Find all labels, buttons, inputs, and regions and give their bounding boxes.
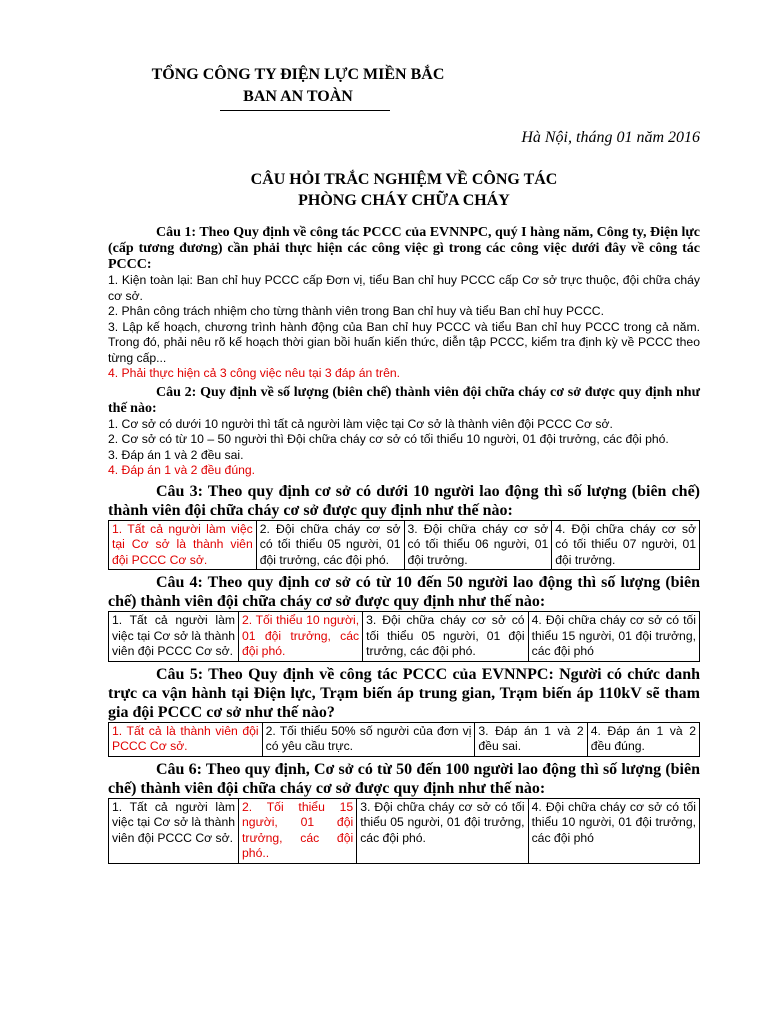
question-4-option-3: 3. Đội chữa cháy cơ sở có tối thiểu 05 người, 01 đội trưởng, các đội phó. (363, 612, 528, 662)
title-line-1: CÂU HỎI TRẮC NGHIỆM VỀ CÔNG TÁC (250, 171, 558, 188)
question-3-heading: Câu 3: Theo quy định cơ sở có dưới 10 người lao động thì số lượng (biên chế) thành viên đội chữa cháy cơ sở được quy định như thế nào: (108, 482, 700, 519)
question-1-option-2: 2. Phân công trách nhiệm cho từng thành viên trong Ban chỉ huy và tiểu Ban chỉ huy PCCC. (108, 304, 604, 318)
question-3-options-table (108, 520, 700, 571)
question-4-heading: Câu 4: Theo quy định cơ sở có từ 10 đến 50 người lao động thì số lượng (biên chế) thành viên đội chữa cháy cơ sở được quy định như thế nào: (108, 574, 700, 610)
question-5-option-2: 2. Tối thiểu 50% số người của đơn vị có yêu cầu trực. (262, 722, 475, 756)
question-1-heading: Câu 1: Theo Quy định về công tác PCCC của EVNNPC, quý I hàng năm, Công ty, Điện lực (cấp tương đương) cần phải thực hiện các công việc gì trong các công việc dưới đây về công tác PCCC: (108, 225, 700, 272)
title-line-2: PHÒNG CHÁY CHỮA CHÁY (298, 192, 510, 209)
question-2-heading: Câu 2: Quy định về số lượng (biên chế) thành viên đội chữa cháy cơ sở được quy định như thế nào: (108, 384, 700, 416)
question-6-option-1: 1. Tất cả người làm việc tại Cơ sở là thành viên đội PCCC Cơ sở. (109, 798, 239, 863)
document-page (108, 64, 700, 867)
question-2-option-3: 3. Đáp án 1 và 2 đều sai. (108, 447, 244, 462)
org-name: TỔNG CÔNG TY ĐIỆN LỰC MIỀN BẮC (151, 66, 445, 83)
question-1-option-4-answer: 4. Phải thực hiện cả 3 công việc nêu tại 3 đáp án trên. (108, 366, 401, 380)
question-2-option-4-answer: 4. Đáp án 1 và 2 đều đúng. (108, 463, 256, 477)
question-3-option-1-answer: 1. Tất cả người làm việc tại Cơ sở là thành viên đội PCCC Cơ sở. (109, 520, 257, 570)
question-6-heading: Câu 6: Theo quy định, Cơ sở có từ 50 đến 100 người lao động thì số lượng (biên chế) thành viên đội chữa cháy cơ sở được quy định như thế nào: (108, 760, 700, 797)
question-6-options-table (108, 798, 700, 864)
question-2-option-1: 1. Cơ sở có dưới 10 người thì tất cả người làm việc tại Cơ sở là thành viên đội PCCC Cơ sở. (108, 416, 613, 431)
question-1-option-3: 3. Lập kế hoạch, chương trình hành động của Ban chỉ huy PCCC và tiểu Ban chỉ huy PCCC trong cả năm. Trong đó, phải nêu rõ kế hoạch thời gian bồi huấn kiến thức, diễn tập PCCC, kiểm tra định kỳ về PCCC theo từng cấp... (108, 319, 700, 365)
question-3-option-4: 4. Đội chữa cháy cơ sở có tối thiểu 07 người, 01 đội trưởng. (552, 520, 700, 570)
organization-header (108, 64, 488, 111)
question-5-heading: Câu 5: Theo Quy định về công tác PCCC của EVNNPC: Người có chức danh trực ca vận hành tại Điện lực, Trạm biến áp trung gian, Trạm biến áp 110kV sẽ tham gia đội PCCC cơ sở như thế nào? (108, 665, 700, 721)
question-3-option-2: 2. Đội chữa cháy cơ sở có tối thiểu 05 người, 01 đội trưởng, các đội phó. (256, 520, 404, 570)
question-5-option-4: 4. Đáp án 1 và 2 đều đúng. (587, 722, 699, 756)
question-6-option-2-answer: 2. Tối thiểu 15 người, 01 đội trưởng, các đội phó.. (239, 798, 357, 863)
question-4-option-1: 1. Tất cả người làm việc tại Cơ sở là thành viên đội PCCC Cơ sở. (109, 612, 239, 662)
header-underline (220, 110, 390, 111)
question-3-option-3: 3. Đội chữa cháy cơ sở có tối thiểu 06 người, 01 đội trưởng. (404, 520, 552, 570)
question-5-option-1-answer: 1. Tất cả là thành viên đội PCCC Cơ sở. (109, 722, 263, 756)
question-5-options-table (108, 722, 700, 757)
question-4-option-2-answer: 2. Tối thiểu 10 người, 01 đội trưởng, các đội phó. (239, 612, 363, 662)
org-department: BAN AN TOÀN (243, 88, 353, 105)
question-4-option-4: 4. Đội chữa cháy cơ sở có tối thiểu 15 người, 01 đội trưởng, các đội phó (528, 612, 699, 662)
question-6-option-4: 4. Đội chữa cháy cơ sở có tối thiểu 10 người, 01 đội trưởng, các đội phó (528, 798, 699, 863)
question-2-option-2: 2. Cơ sở có từ 10 – 50 người thì Đội chữa cháy cơ sở có tối thiểu 10 người, 01 đội trưởng, các đội phó. (108, 432, 669, 446)
question-6-option-3: 3. Đội chữa cháy cơ sở có tối thiểu 05 người, 01 đội trưởng, các đội phó. (357, 798, 528, 863)
question-5-option-3: 3. Đáp án 1 và 2 đều sai. (475, 722, 587, 756)
document-title (108, 169, 700, 211)
question-1-option-1: 1. Kiện toàn lại: Ban chỉ huy PCCC cấp Đơn vị, tiểu Ban chỉ huy PCCC cấp Cơ sở trực thuộc, đội chữa cháy cơ sở. (108, 273, 700, 303)
document-date: Hà Nội, tháng 01 năm 2016 (521, 129, 700, 146)
question-4-options-table (108, 611, 700, 662)
